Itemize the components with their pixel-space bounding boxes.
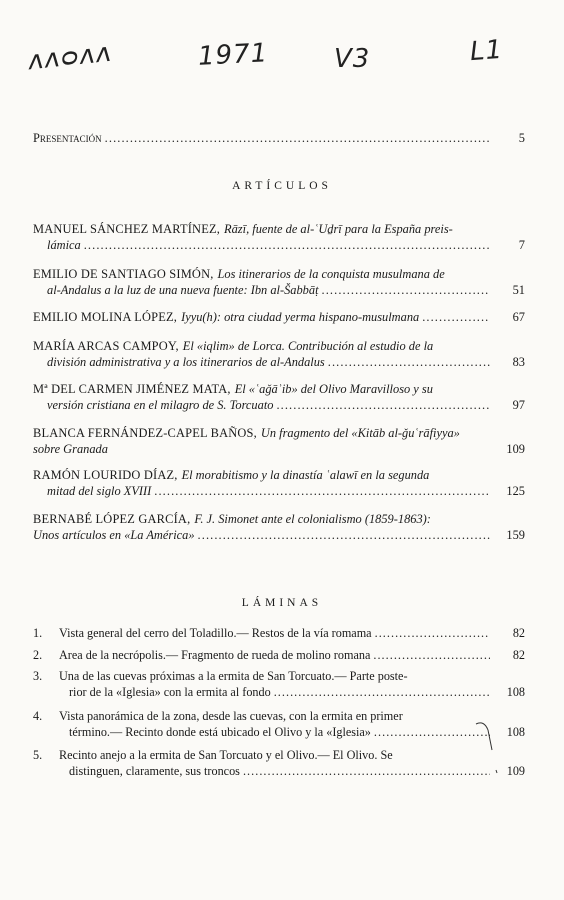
presentation-entry bbox=[33, 130, 525, 146]
dot-leader bbox=[373, 647, 490, 663]
article-title-line2: Unos artículos en «La América» bbox=[33, 528, 195, 542]
article-author: BERNABÉ LÓPEZ GARCÍA, bbox=[33, 512, 191, 526]
page-number: 82 bbox=[512, 648, 525, 662]
article-entry bbox=[33, 221, 525, 253]
page-number: 5 bbox=[518, 131, 525, 145]
dot-leader bbox=[374, 724, 490, 740]
article-entry bbox=[33, 511, 525, 543]
page-number: 108 bbox=[506, 685, 525, 699]
presentation-label: Presentación bbox=[33, 131, 102, 145]
dot-leader bbox=[105, 130, 490, 146]
plate-entry bbox=[33, 708, 525, 740]
article-title-line2: al-Andalus a la luz de una nueva fuente: Ibn al-Šabbāṭ bbox=[47, 283, 319, 297]
plate-number: 5. bbox=[33, 748, 43, 762]
page-number: 109 bbox=[506, 442, 525, 456]
plate-number: 3. bbox=[33, 669, 43, 683]
handwritten-note-2: 1971 bbox=[197, 38, 269, 72]
plate-caption-line2: término.— Recinto donde está ubicado el Olivo y la «Iglesia» bbox=[69, 725, 371, 739]
plate-entry bbox=[33, 747, 525, 779]
article-title-line2: sobre Granada bbox=[33, 442, 108, 456]
articles-heading: ARTÍCULOS bbox=[232, 180, 332, 192]
dot-leader bbox=[422, 309, 490, 325]
plate-caption-line1: Area de la necrópolis.— Fragmento de rueda de molino romana bbox=[59, 648, 371, 662]
page-number: 125 bbox=[506, 484, 525, 498]
dot-leader bbox=[154, 483, 490, 499]
page-number: 108 bbox=[506, 725, 525, 739]
article-title-line1: Los itinerarios de la conquista musulmana de bbox=[217, 267, 445, 281]
plate-caption-line2: rior de la «Iglesia» con la ermita al fondo bbox=[69, 685, 271, 699]
article-author: EMILIO MOLINA LÓPEZ, bbox=[33, 310, 178, 324]
page-number: 109 bbox=[506, 764, 525, 778]
page-number: 51 bbox=[512, 283, 525, 297]
article-title-line2: división administrativa y a los itinerarios de al-Andalus bbox=[47, 355, 325, 369]
dot-leader bbox=[198, 527, 490, 543]
article-author: EMILIO DE SANTIAGO SIMÓN, bbox=[33, 267, 214, 281]
pencil-mark-icon bbox=[474, 720, 504, 780]
article-entry bbox=[33, 467, 525, 499]
article-title-line1: El «ʿaǧāʾib» del Olivo Maravilloso y su bbox=[234, 382, 433, 396]
article-title-line2: lámica bbox=[47, 238, 81, 252]
article-title-line1: Rāzī, fuente de al-ʿUḏrī para la España preis- bbox=[224, 222, 453, 236]
plate-entry bbox=[33, 625, 525, 641]
plate-caption-line2: distinguen, claramente, sus troncos bbox=[69, 764, 240, 778]
article-title-line1: Iyyu(h): otra ciudad yerma hispano-musulmana bbox=[181, 310, 420, 324]
handwritten-note-4: L1 bbox=[468, 34, 505, 68]
article-title-line2: mitad del siglo XVIII bbox=[47, 484, 152, 498]
article-entry bbox=[33, 338, 525, 370]
plate-entry bbox=[33, 647, 525, 663]
plate-number: 1. bbox=[33, 626, 43, 640]
plate-number: 2. bbox=[33, 648, 43, 662]
article-title-line1: F. J. Simonet ante el colonialismo (1859-1863): bbox=[194, 512, 431, 526]
plate-entry bbox=[33, 668, 525, 700]
page-number: 82 bbox=[512, 626, 525, 640]
article-entry bbox=[33, 381, 525, 413]
article-entry bbox=[33, 309, 525, 325]
article-author: BLANCA FERNÁNDEZ-CAPEL BAÑOS, bbox=[33, 426, 257, 440]
article-title-line2: versión cristiana en el milagro de S. Torcuato bbox=[47, 398, 274, 412]
page-number: 67 bbox=[512, 310, 525, 324]
article-author: MARÍA ARCAS CAMPOY, bbox=[33, 339, 179, 353]
plate-caption-line1: Una de las cuevas próximas a la ermita de San Torcuato.— Parte poste- bbox=[59, 669, 408, 683]
dot-leader bbox=[274, 684, 490, 700]
dot-leader bbox=[322, 282, 490, 298]
plate-caption-line1: Recinto anejo a la ermita de San Torcuato y el Olivo.— El Olivo. Se bbox=[59, 748, 393, 762]
article-title-line1: El «iqlim» de Lorca. Contribución al estudio de la bbox=[182, 339, 434, 353]
dot-leader bbox=[328, 354, 490, 370]
handwritten-note-1: ᴧᴧᴑᴧᴧ bbox=[26, 37, 114, 77]
plate-caption-line1: Vista general del cerro del Toladillo.— Restos de la vía romama bbox=[59, 626, 372, 640]
plate-caption-line1: Vista panorámica de la zona, desde las cuevas, con la ermita en primer bbox=[59, 709, 403, 723]
page-number: 83 bbox=[512, 355, 525, 369]
dot-leader bbox=[276, 397, 490, 413]
dot-leader bbox=[243, 763, 490, 779]
dot-leader bbox=[375, 625, 490, 641]
article-author: Mª DEL CARMEN JIMÉNEZ MATA, bbox=[33, 382, 231, 396]
dot-leader bbox=[84, 237, 490, 253]
handwritten-note-3: V3 bbox=[334, 44, 371, 74]
page-number: 97 bbox=[512, 398, 525, 412]
page-number: 7 bbox=[518, 238, 525, 252]
article-entry bbox=[33, 425, 525, 457]
article-title-line1: Un fragmento del «Kitāb al-ǧuʿrāfiyya» bbox=[260, 426, 460, 440]
article-entry bbox=[33, 266, 525, 298]
plates-heading: LÁMINAS bbox=[241, 597, 323, 609]
article-title-line1: El morabitismo y la dinastía ʿalawī en la segunda bbox=[181, 468, 430, 482]
plate-number: 4. bbox=[33, 709, 43, 723]
page-number: 159 bbox=[506, 528, 525, 542]
article-author: RAMÓN LOURIDO DÍAZ, bbox=[33, 468, 178, 482]
article-author: MANUEL SÁNCHEZ MARTÍNEZ, bbox=[33, 222, 221, 236]
